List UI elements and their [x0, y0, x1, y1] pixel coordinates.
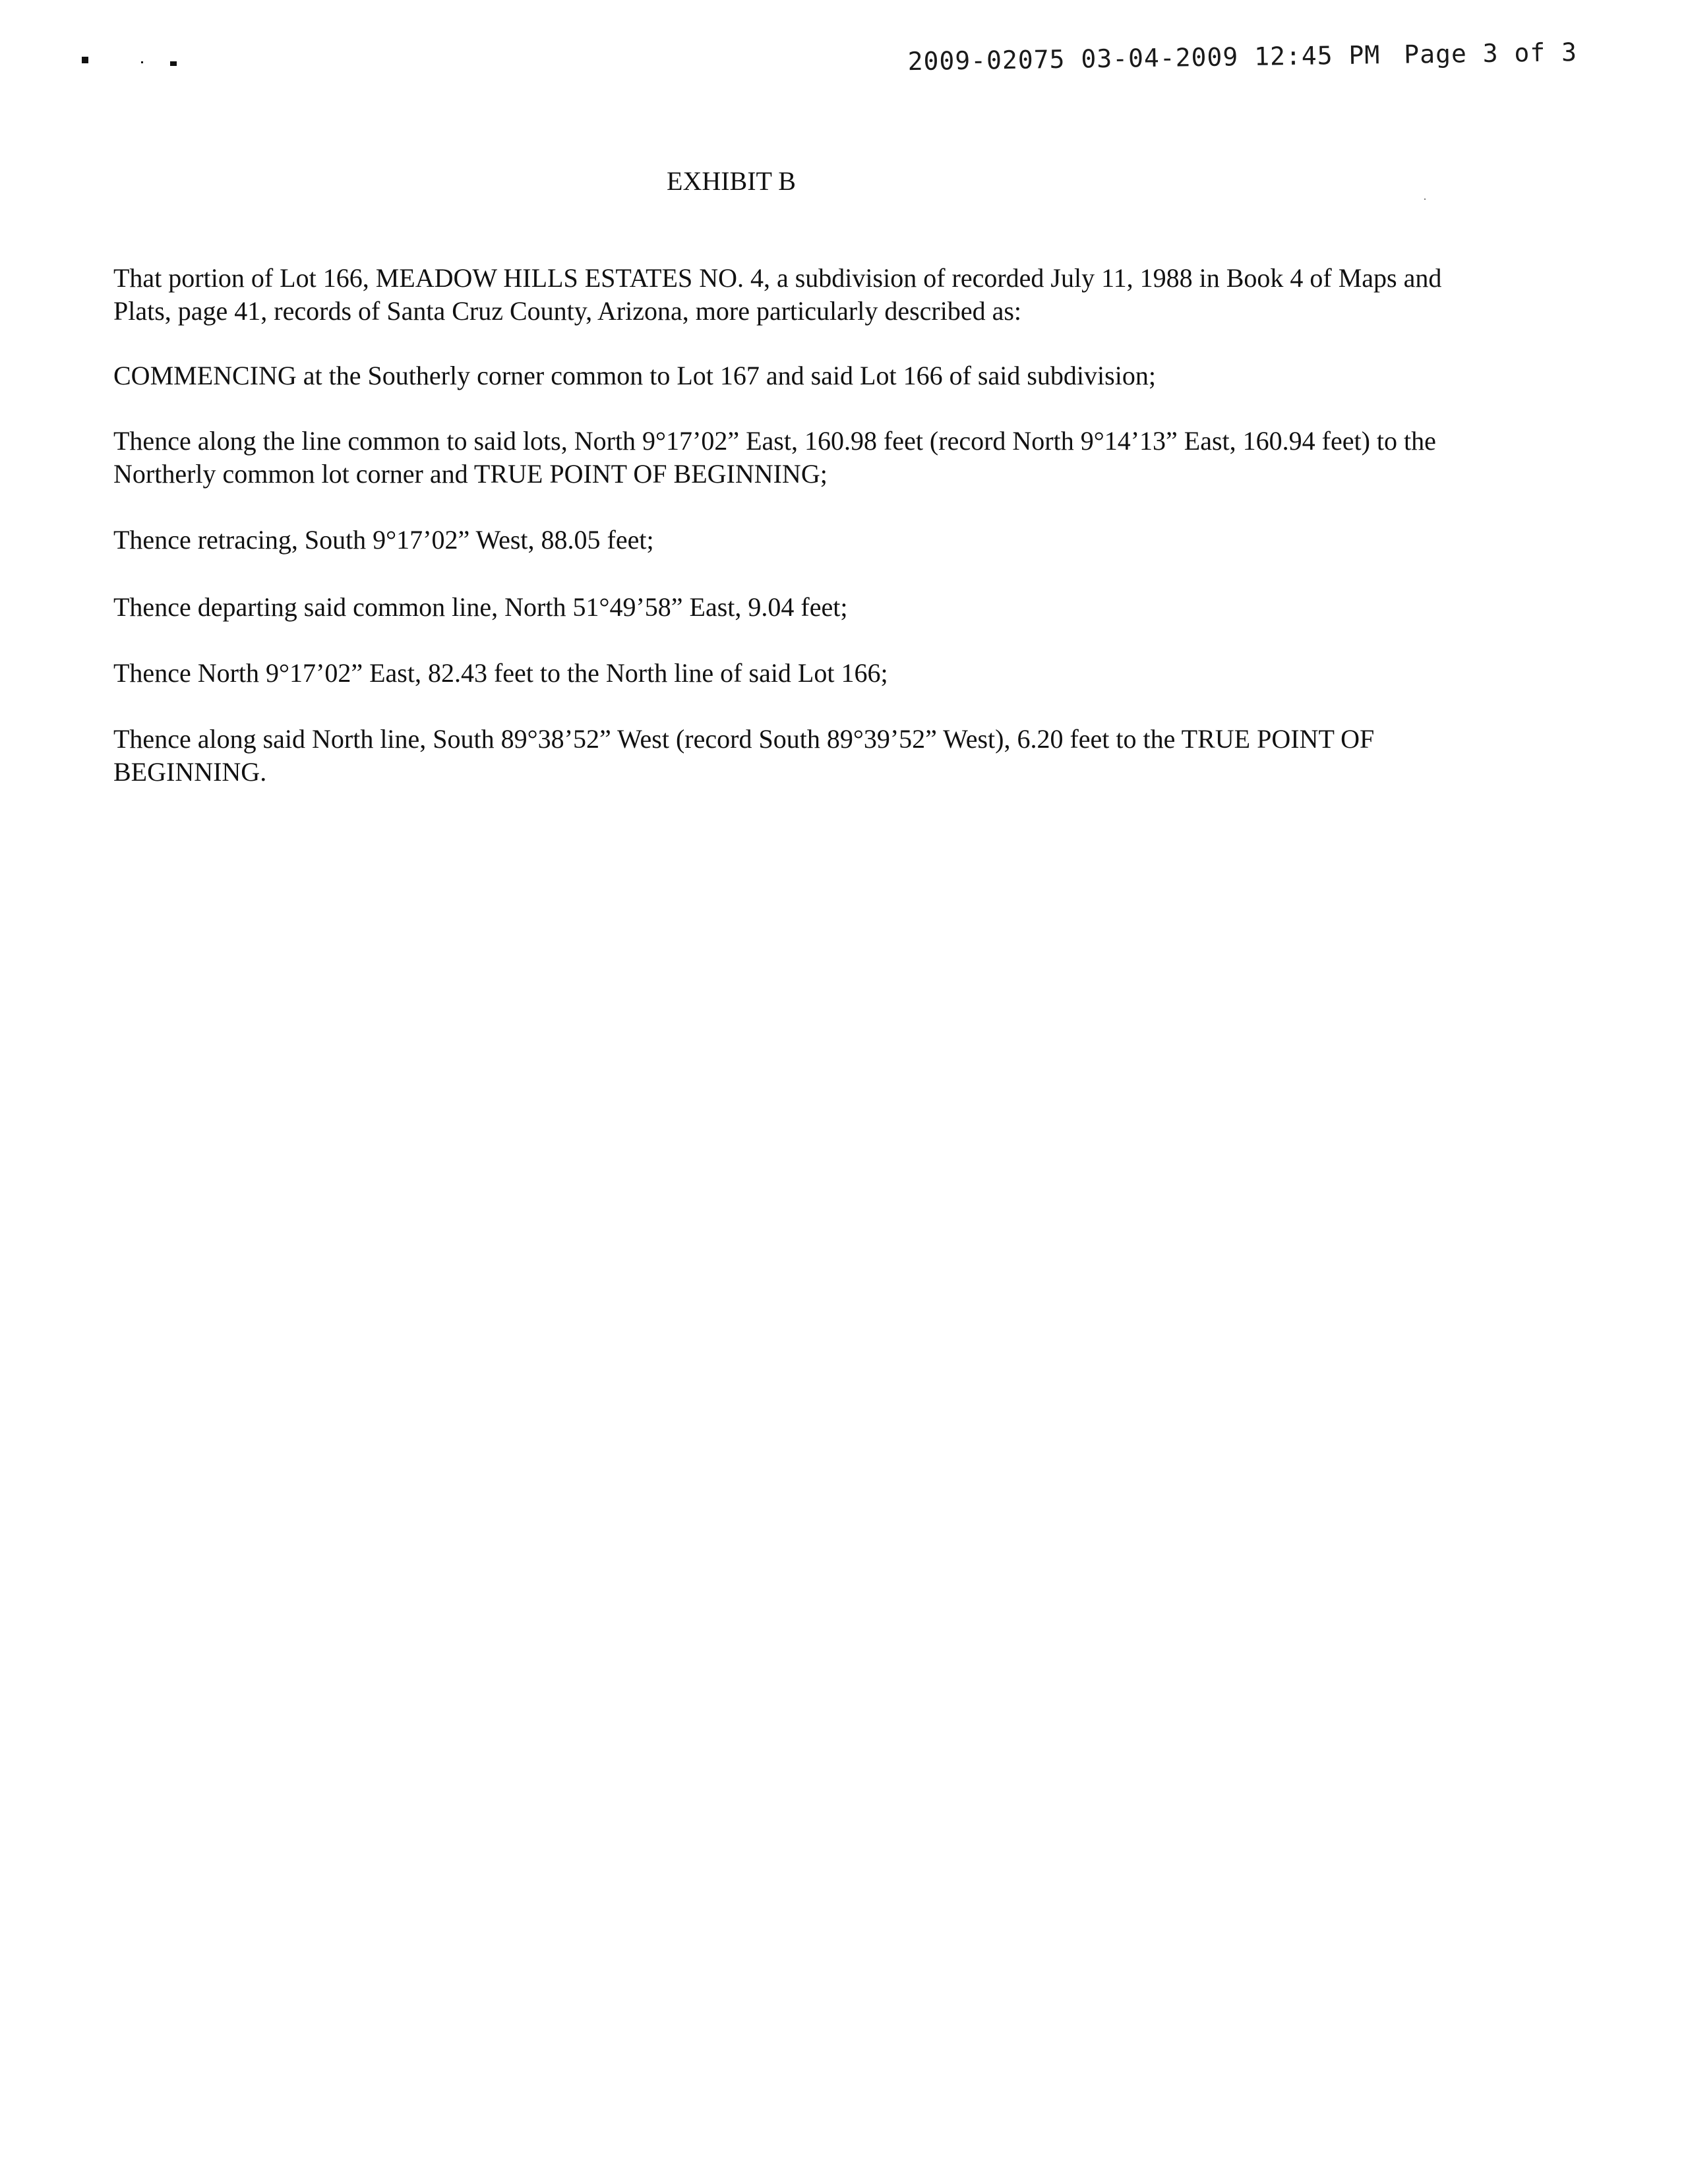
paragraph-line: That portion of Lot 166, MEADOW HILLS ESTATES NO. 4, a subdivision of recorded July 11, 1988 in Book 4 of Maps and — [113, 263, 1442, 293]
paragraph-line: BEGINNING. — [113, 757, 267, 787]
legal-paragraph — [113, 591, 1531, 624]
paragraph-line: Thence along the line common to said lots, North 9°17’02” East, 160.98 feet (record North 9°14’13” East, 160.94 feet) to the — [113, 426, 1436, 456]
legal-description — [113, 262, 1531, 835]
paragraph-line: Plats, page 41, records of Santa Cruz County, Arizona, more particularly described as: — [113, 296, 1022, 326]
legal-paragraph — [113, 262, 1531, 328]
document-number: 2009-02075 — [907, 44, 1066, 76]
legal-paragraph — [113, 425, 1531, 491]
scan-mark — [1424, 198, 1426, 200]
paragraph-line: Thence retracing, South 9°17’02” West, 88.05 feet; — [113, 525, 654, 555]
recording-date: 03-04-2009 — [1081, 42, 1239, 74]
recording-time: 12:45 PM — [1253, 40, 1381, 71]
paragraph-line: Thence along said North line, South 89°38’52” West (record South 89°39’52” West), 6.20 feet to the TRUE POINT OF — [113, 724, 1375, 754]
exhibit-title: EXHIBIT B — [667, 166, 796, 196]
scan-mark — [170, 61, 177, 66]
recording-stamp — [907, 34, 1578, 79]
legal-paragraph — [113, 359, 1531, 392]
legal-paragraph — [113, 723, 1531, 789]
legal-paragraph — [113, 524, 1531, 557]
paragraph-line: Thence departing said common line, North 51°49’58” East, 9.04 feet; — [113, 592, 848, 622]
legal-paragraph — [113, 657, 1531, 690]
scan-mark — [141, 61, 143, 63]
paragraph-line: COMMENCING at the Southerly corner common to Lot 167 and said Lot 166 of said subdivision; — [113, 361, 1156, 390]
page-indicator: Page 3 of 3 — [1403, 37, 1578, 69]
paragraph-line: Thence North 9°17’02” East, 82.43 feet to the North line of said Lot 166; — [113, 658, 888, 688]
scan-mark — [82, 57, 88, 63]
paragraph-line: Northerly common lot corner and TRUE POINT OF BEGINNING; — [113, 459, 828, 489]
